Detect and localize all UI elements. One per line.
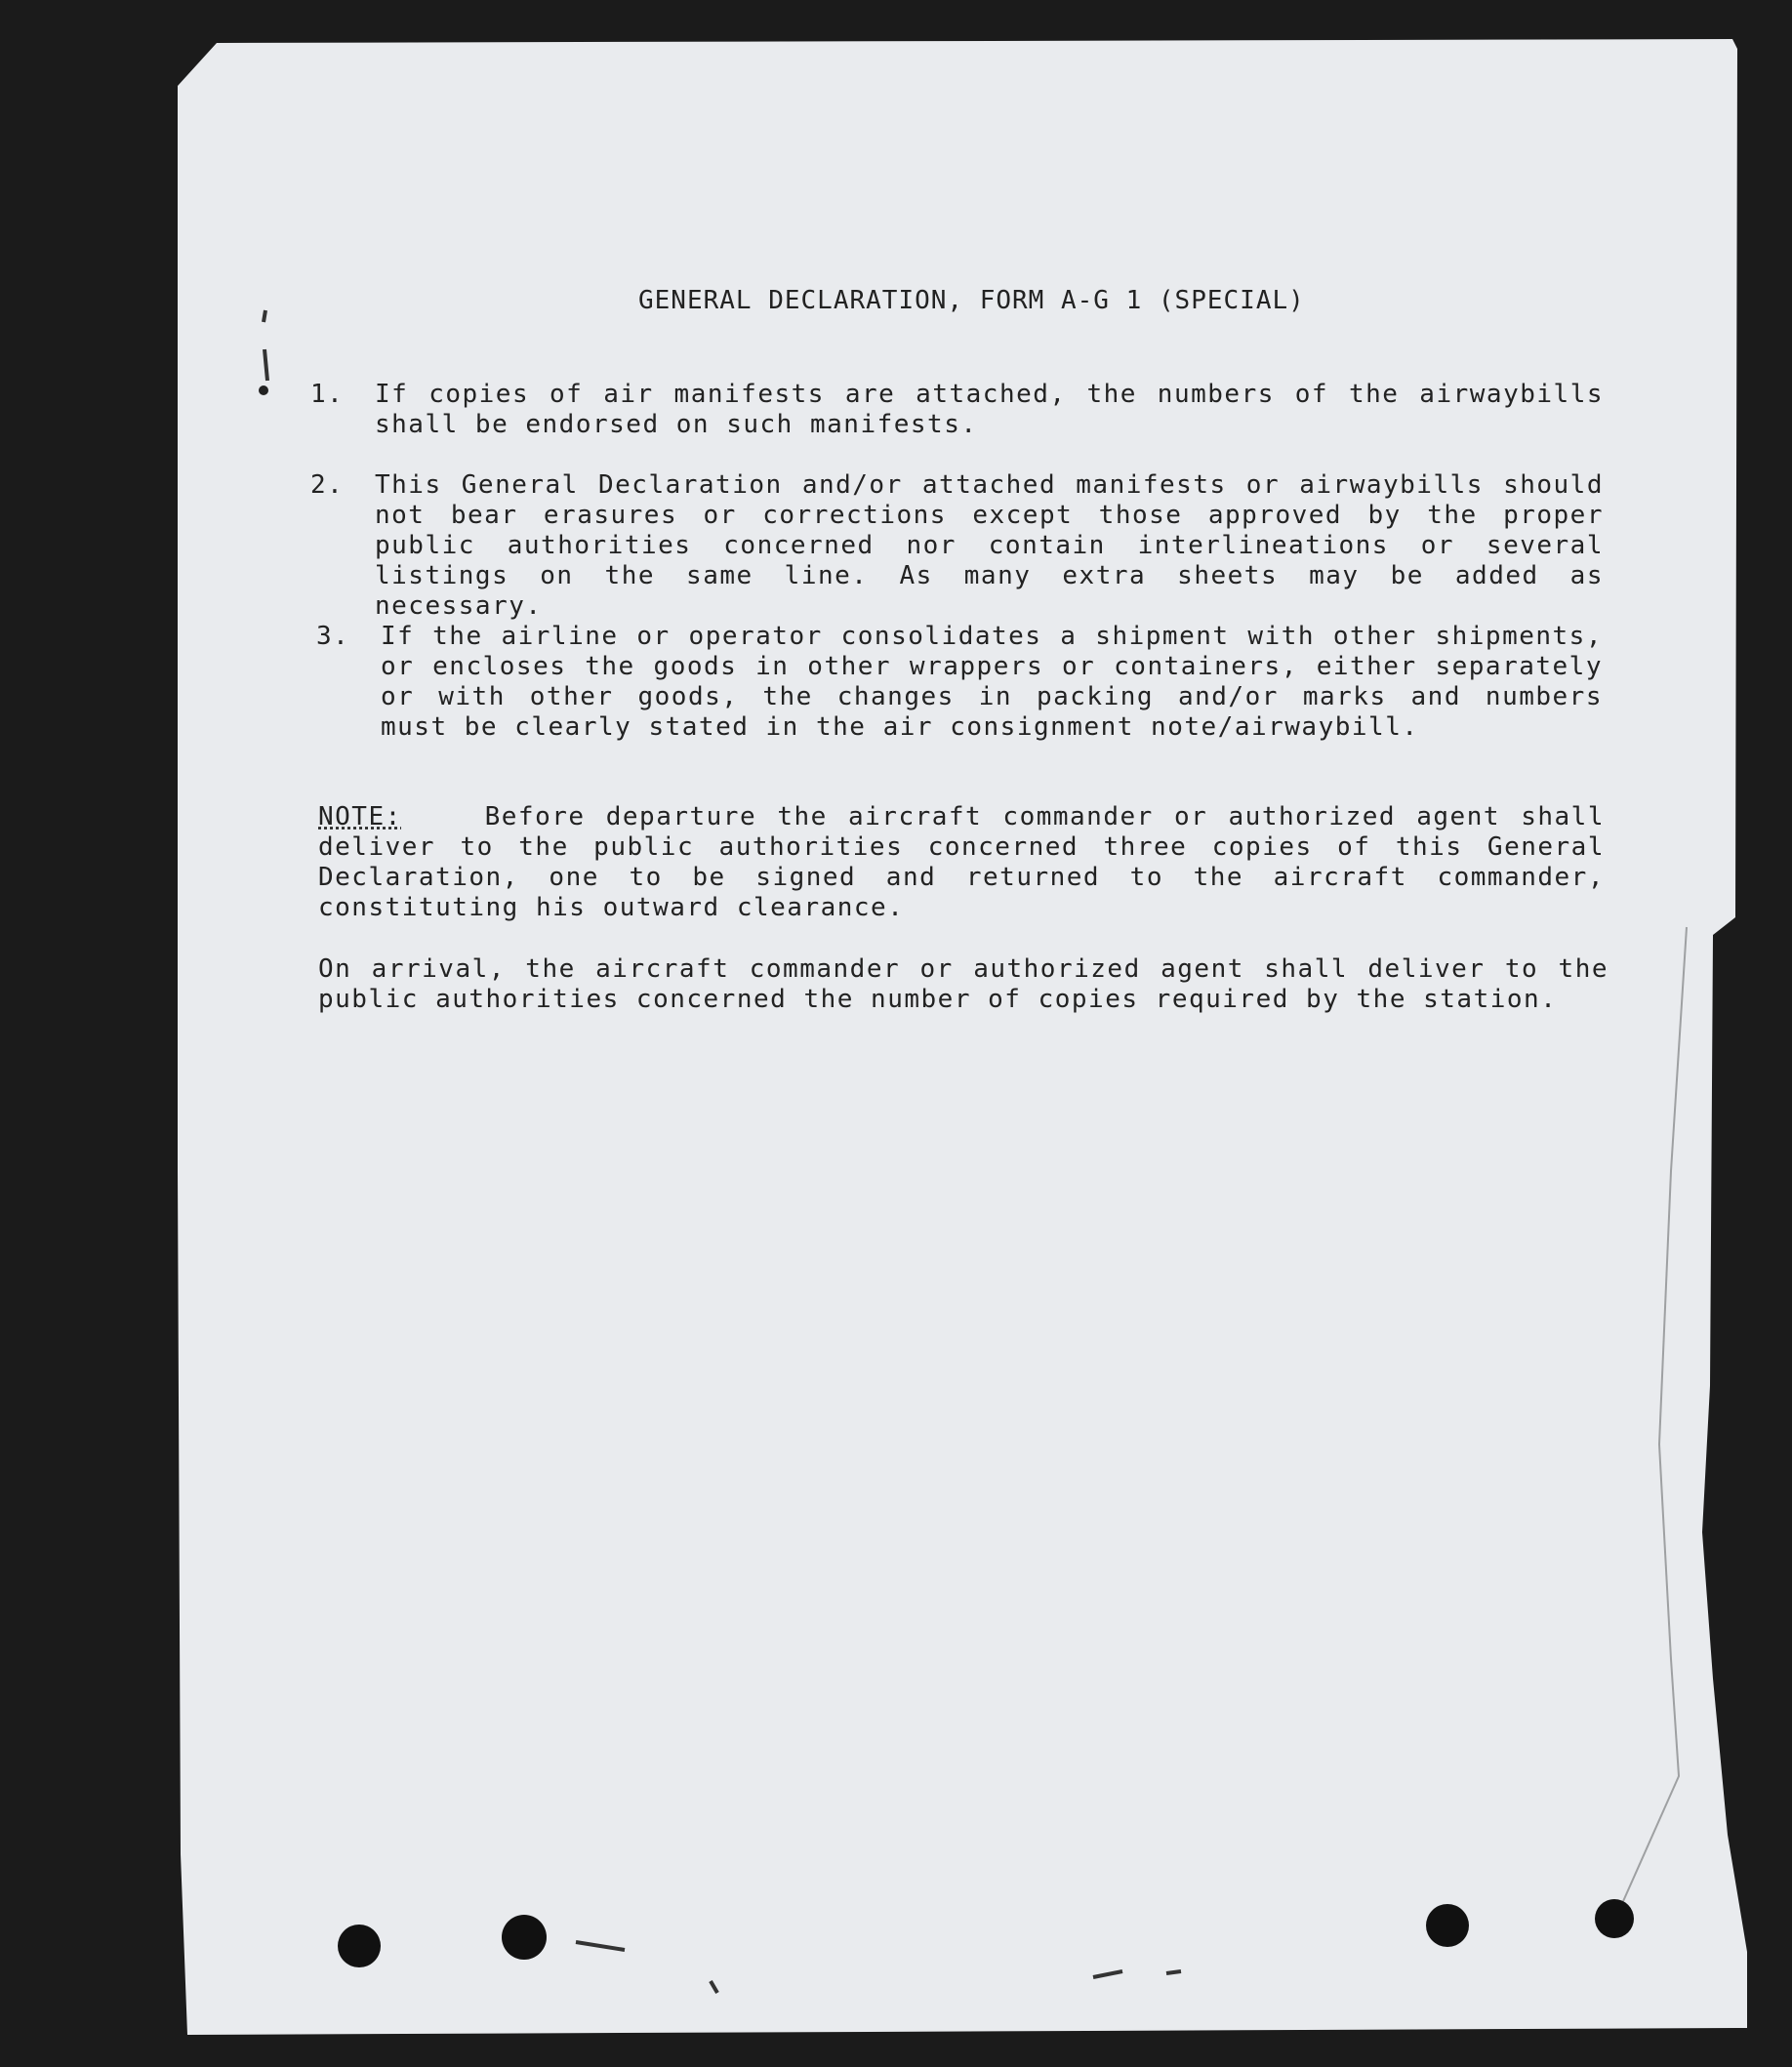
note-paragraph: [318, 802, 1605, 923]
list-item-text: If the airline or operator consolidates a shipment with other shipments, or encloses the goods in other wrappers or containers, either separately or with other goods, the changes in packing and/or marks and numbers must be clearly stated in the air consignment note/airwaybill.: [381, 622, 1603, 742]
punch-hole: [1426, 1904, 1469, 1947]
punch-hole: [338, 1925, 381, 1967]
list-item: [316, 622, 1603, 743]
paper-shape: [178, 39, 1747, 2035]
list-item-text: This General Declaration and/or attached manifests or airwaybills should not bear erasures or corrections except those approved by the proper public authorities concerned nor contain interlineations or several listings on the same line. As many extra sheets may be added as necessary.: [375, 470, 1604, 621]
punch-hole: [502, 1915, 547, 1960]
list-item-number: 1.: [310, 380, 345, 409]
list-item: [310, 380, 1604, 440]
list-item-text: If copies of air manifests are attached, the numbers of the airwaybills shall be endorsed on such manifests.: [375, 380, 1604, 439]
list-item-number: 2.: [310, 470, 345, 500]
list-item: [310, 470, 1604, 622]
document-title: GENERAL DECLARATION, FORM A-G 1 (SPECIAL): [638, 286, 1305, 315]
list-item-number: 3.: [316, 622, 350, 651]
pencil-mark-dot: [259, 385, 268, 395]
arrival-paragraph: On arrival, the aircraft commander or authorized agent shall deliver to the public authorities concerned the number of copies required by the station.: [318, 954, 1609, 1014]
punch-hole: [1595, 1899, 1634, 1938]
note-text: Before departure the aircraft commander or authorized agent shall deliver to the public authorities concerned three copies of this General Declaration, one to be signed and returned to the aircraft commander, constituting his outward clearance.: [318, 802, 1605, 922]
note-label: NOTE:: [318, 802, 402, 831]
